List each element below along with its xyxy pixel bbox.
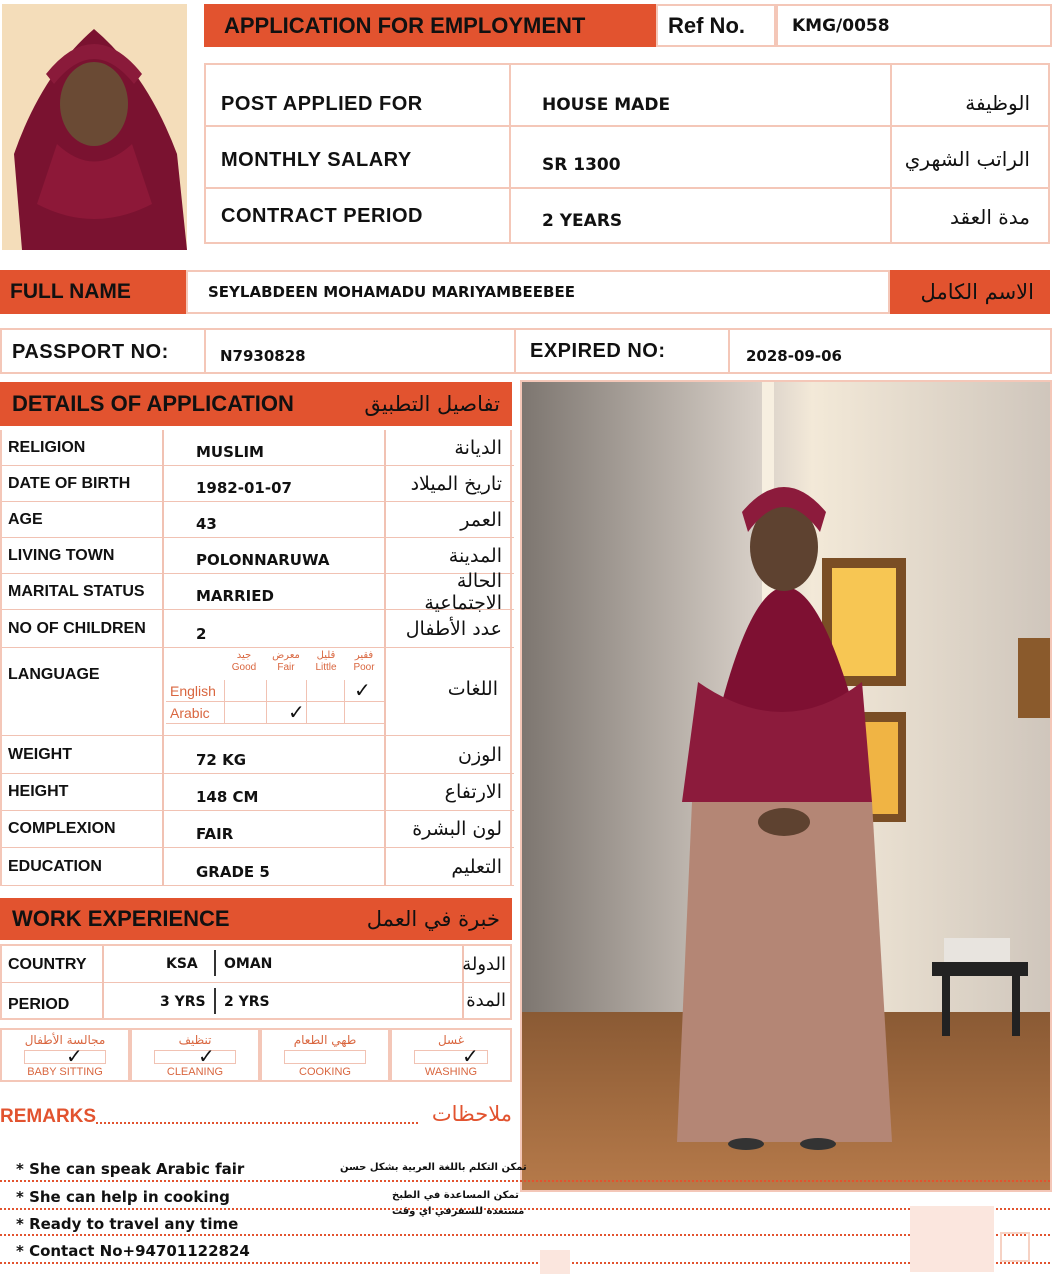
language-label: LANGUAGE xyxy=(8,666,100,683)
full-name-value-box xyxy=(186,270,890,314)
skill-en: WASHING xyxy=(424,1066,478,1078)
skill-washing xyxy=(390,1028,512,1082)
town-label: LIVING TOWN xyxy=(2,538,164,573)
language-grid xyxy=(166,680,384,724)
dob-value: 1982-01-07 xyxy=(164,466,386,501)
education-label: EDUCATION xyxy=(2,848,164,885)
details-title: DETAILS OF APPLICATION xyxy=(12,391,294,416)
country-ar: الدولة xyxy=(462,954,506,975)
country-label: COUNTRY xyxy=(8,956,87,973)
portrait-figure xyxy=(2,4,187,250)
level-ar: معرض xyxy=(272,650,300,661)
remark-line xyxy=(0,1154,1050,1182)
full-name-label-box xyxy=(0,270,186,314)
passport-photo xyxy=(2,4,187,250)
height-value: 148 CM xyxy=(164,774,386,810)
language-ar: اللغات xyxy=(447,678,498,700)
skill-check-icon: ✓ xyxy=(462,1046,479,1068)
level-en: Good xyxy=(231,662,257,673)
full-body-photo xyxy=(520,380,1052,1192)
religion-label: RELIGION xyxy=(2,430,164,465)
children-value: 2 xyxy=(164,610,386,647)
marital-value: MARRIED xyxy=(164,574,386,609)
passport-label: PASSPORT NO: xyxy=(12,341,169,363)
level-en: Fair xyxy=(277,662,295,673)
passport-value: N7930828 xyxy=(220,347,306,365)
children-ar: عدد الأطفال xyxy=(405,617,502,640)
detail-row xyxy=(2,502,514,538)
lang-level-little xyxy=(306,650,346,674)
details-title-ar: تفاصيل التطبيق xyxy=(364,392,500,416)
detail-row xyxy=(2,569,514,614)
skill-baby-sitting xyxy=(0,1028,130,1082)
dob-ar: تاريخ الميلاد xyxy=(410,472,502,495)
page-title: APPLICATION FOR EMPLOYMENT xyxy=(224,12,586,38)
full-name-value: SEYLABDEEN MOHAMADU MARIYAMBEEBEE xyxy=(208,283,575,301)
town-ar: المدينة xyxy=(448,544,502,567)
age-label: AGE xyxy=(2,502,164,537)
skill-en: COOKING xyxy=(299,1066,351,1078)
age-ar: العمر xyxy=(460,508,502,531)
expired-label: EXPIRED NO: xyxy=(530,340,666,362)
decor-shape xyxy=(910,1206,994,1272)
complexion-value: FAIR xyxy=(164,811,386,847)
detail-row xyxy=(2,848,514,886)
work-header xyxy=(0,898,512,940)
remark-line xyxy=(0,1206,1050,1236)
level-ar: قليل xyxy=(316,650,336,661)
expired-value: 2028-09-06 xyxy=(746,347,842,365)
education-ar: التعليم xyxy=(451,855,502,878)
age-value: 43 xyxy=(164,502,386,537)
religion-value: MUSLIM xyxy=(164,430,386,465)
room-figure xyxy=(522,382,1050,1190)
skill-en: CLEANING xyxy=(166,1066,224,1078)
detail-row xyxy=(2,466,514,502)
remark-en: * Ready to travel any time xyxy=(16,1215,239,1233)
lang-level-poor xyxy=(344,650,384,674)
remark-line xyxy=(0,1182,1050,1210)
remark-ar: مستعدة للسفرفي اي وقت xyxy=(392,1206,525,1217)
skill-en: BABY SITTING xyxy=(27,1066,103,1078)
period-ar: المدة xyxy=(466,990,506,1011)
remark-ar: تمكن التكلم باللغة العربية بشكل حسن xyxy=(340,1162,527,1173)
level-ar: فقير xyxy=(354,650,374,661)
education-value: GRADE 5 xyxy=(164,848,386,885)
decor-shape xyxy=(1000,1232,1030,1262)
marital-ar: الحالة الاجتماعية xyxy=(424,569,502,614)
skill-ar: غسل xyxy=(437,1033,465,1047)
lang-english: English xyxy=(170,683,216,699)
remarks-header xyxy=(0,1100,512,1136)
complexion-label: COMPLEXION xyxy=(2,811,164,847)
salary-label: MONTHLY SALARY xyxy=(221,149,412,171)
decor-shape xyxy=(540,1250,570,1274)
country-2: OMAN xyxy=(224,956,273,972)
remark-ar: تمكن المساعدة في الطبخ xyxy=(392,1190,519,1201)
skill-check-icon: ✓ xyxy=(66,1046,83,1068)
full-name-ar-box xyxy=(890,270,1050,314)
remarks-label: REMARKS xyxy=(0,1106,97,1127)
remark-en: * She can help in cooking xyxy=(16,1188,230,1206)
work-table xyxy=(0,944,512,1020)
passport-row xyxy=(0,328,1052,374)
complexion-ar: لون البشرة xyxy=(412,818,502,840)
level-en: Little xyxy=(315,662,337,673)
skill-cooking xyxy=(260,1028,390,1082)
period-2: 2 YRS xyxy=(224,994,270,1010)
detail-row xyxy=(2,774,514,811)
post-label: POST APPLIED FOR xyxy=(221,93,423,115)
skill-ar: تنظيف xyxy=(178,1033,212,1047)
contract-label: CONTRACT PERIOD xyxy=(221,205,423,227)
ref-label-box xyxy=(656,4,776,47)
detail-row xyxy=(2,736,514,774)
weight-value: 72 KG xyxy=(164,736,386,773)
salary-value: SR 1300 xyxy=(542,155,621,175)
weight-label: WEIGHT xyxy=(2,736,164,773)
post-ar: الوظيفة xyxy=(965,91,1030,115)
religion-ar: الديانة xyxy=(454,436,502,459)
remark-line xyxy=(0,1236,1050,1264)
detail-row xyxy=(2,610,514,648)
lang-arabic: Arabic xyxy=(170,705,210,721)
work-title-ar: خبرة في العمل xyxy=(366,907,500,931)
dob-label: DATE OF BIRTH xyxy=(2,466,164,501)
details-table xyxy=(0,430,512,886)
lang-level-good xyxy=(224,650,264,674)
work-title: WORK EXPERIENCE xyxy=(12,906,230,931)
skill-ar: طهي الطعام xyxy=(293,1033,357,1047)
detail-row xyxy=(2,430,514,466)
skill-cleaning xyxy=(130,1028,260,1082)
salary-ar: الراتب الشهري xyxy=(904,147,1030,171)
children-label: NO OF CHILDREN xyxy=(2,610,164,647)
country-1: KSA xyxy=(166,956,198,972)
remarks-ar: ملاحظات xyxy=(431,1102,512,1126)
contract-ar: مدة العقد xyxy=(950,205,1030,229)
height-label: HEIGHT xyxy=(2,774,164,810)
level-en: Poor xyxy=(353,662,375,673)
post-value: HOUSE MADE xyxy=(542,95,671,115)
detail-row xyxy=(2,811,514,848)
period-label: PERIOD xyxy=(8,996,70,1013)
ref-value-box xyxy=(776,4,1052,47)
skill-ar: مجالسة الأطفال xyxy=(24,1033,106,1047)
details-header xyxy=(0,382,512,426)
period-1: 3 YRS xyxy=(160,994,206,1010)
language-row xyxy=(2,648,510,736)
title-bar xyxy=(204,4,656,47)
skill-check-icon: ✓ xyxy=(198,1046,215,1068)
weight-ar: الوزن xyxy=(457,743,502,766)
lang-level-fair xyxy=(266,650,306,674)
remark-en: * She can speak Arabic fair xyxy=(16,1160,245,1178)
level-ar: جيد xyxy=(236,650,252,661)
town-value: POLONNARUWA xyxy=(164,538,386,573)
tick-arabic-little: ✓ xyxy=(288,702,305,724)
full-name-ar: الاسم الكامل xyxy=(920,280,1034,304)
remark-en: * Contact No+94701122824 xyxy=(16,1242,250,1260)
height-ar: الارتفاع xyxy=(444,781,502,803)
full-name-label: FULL NAME xyxy=(10,280,131,303)
marital-label: MARITAL STATUS xyxy=(2,574,164,609)
ref-label: Ref No. xyxy=(668,12,745,38)
contract-value: 2 YEARS xyxy=(542,211,623,231)
job-table xyxy=(204,63,1050,244)
ref-value: KMG/0058 xyxy=(792,15,890,36)
tick-english-poor: ✓ xyxy=(354,680,371,702)
